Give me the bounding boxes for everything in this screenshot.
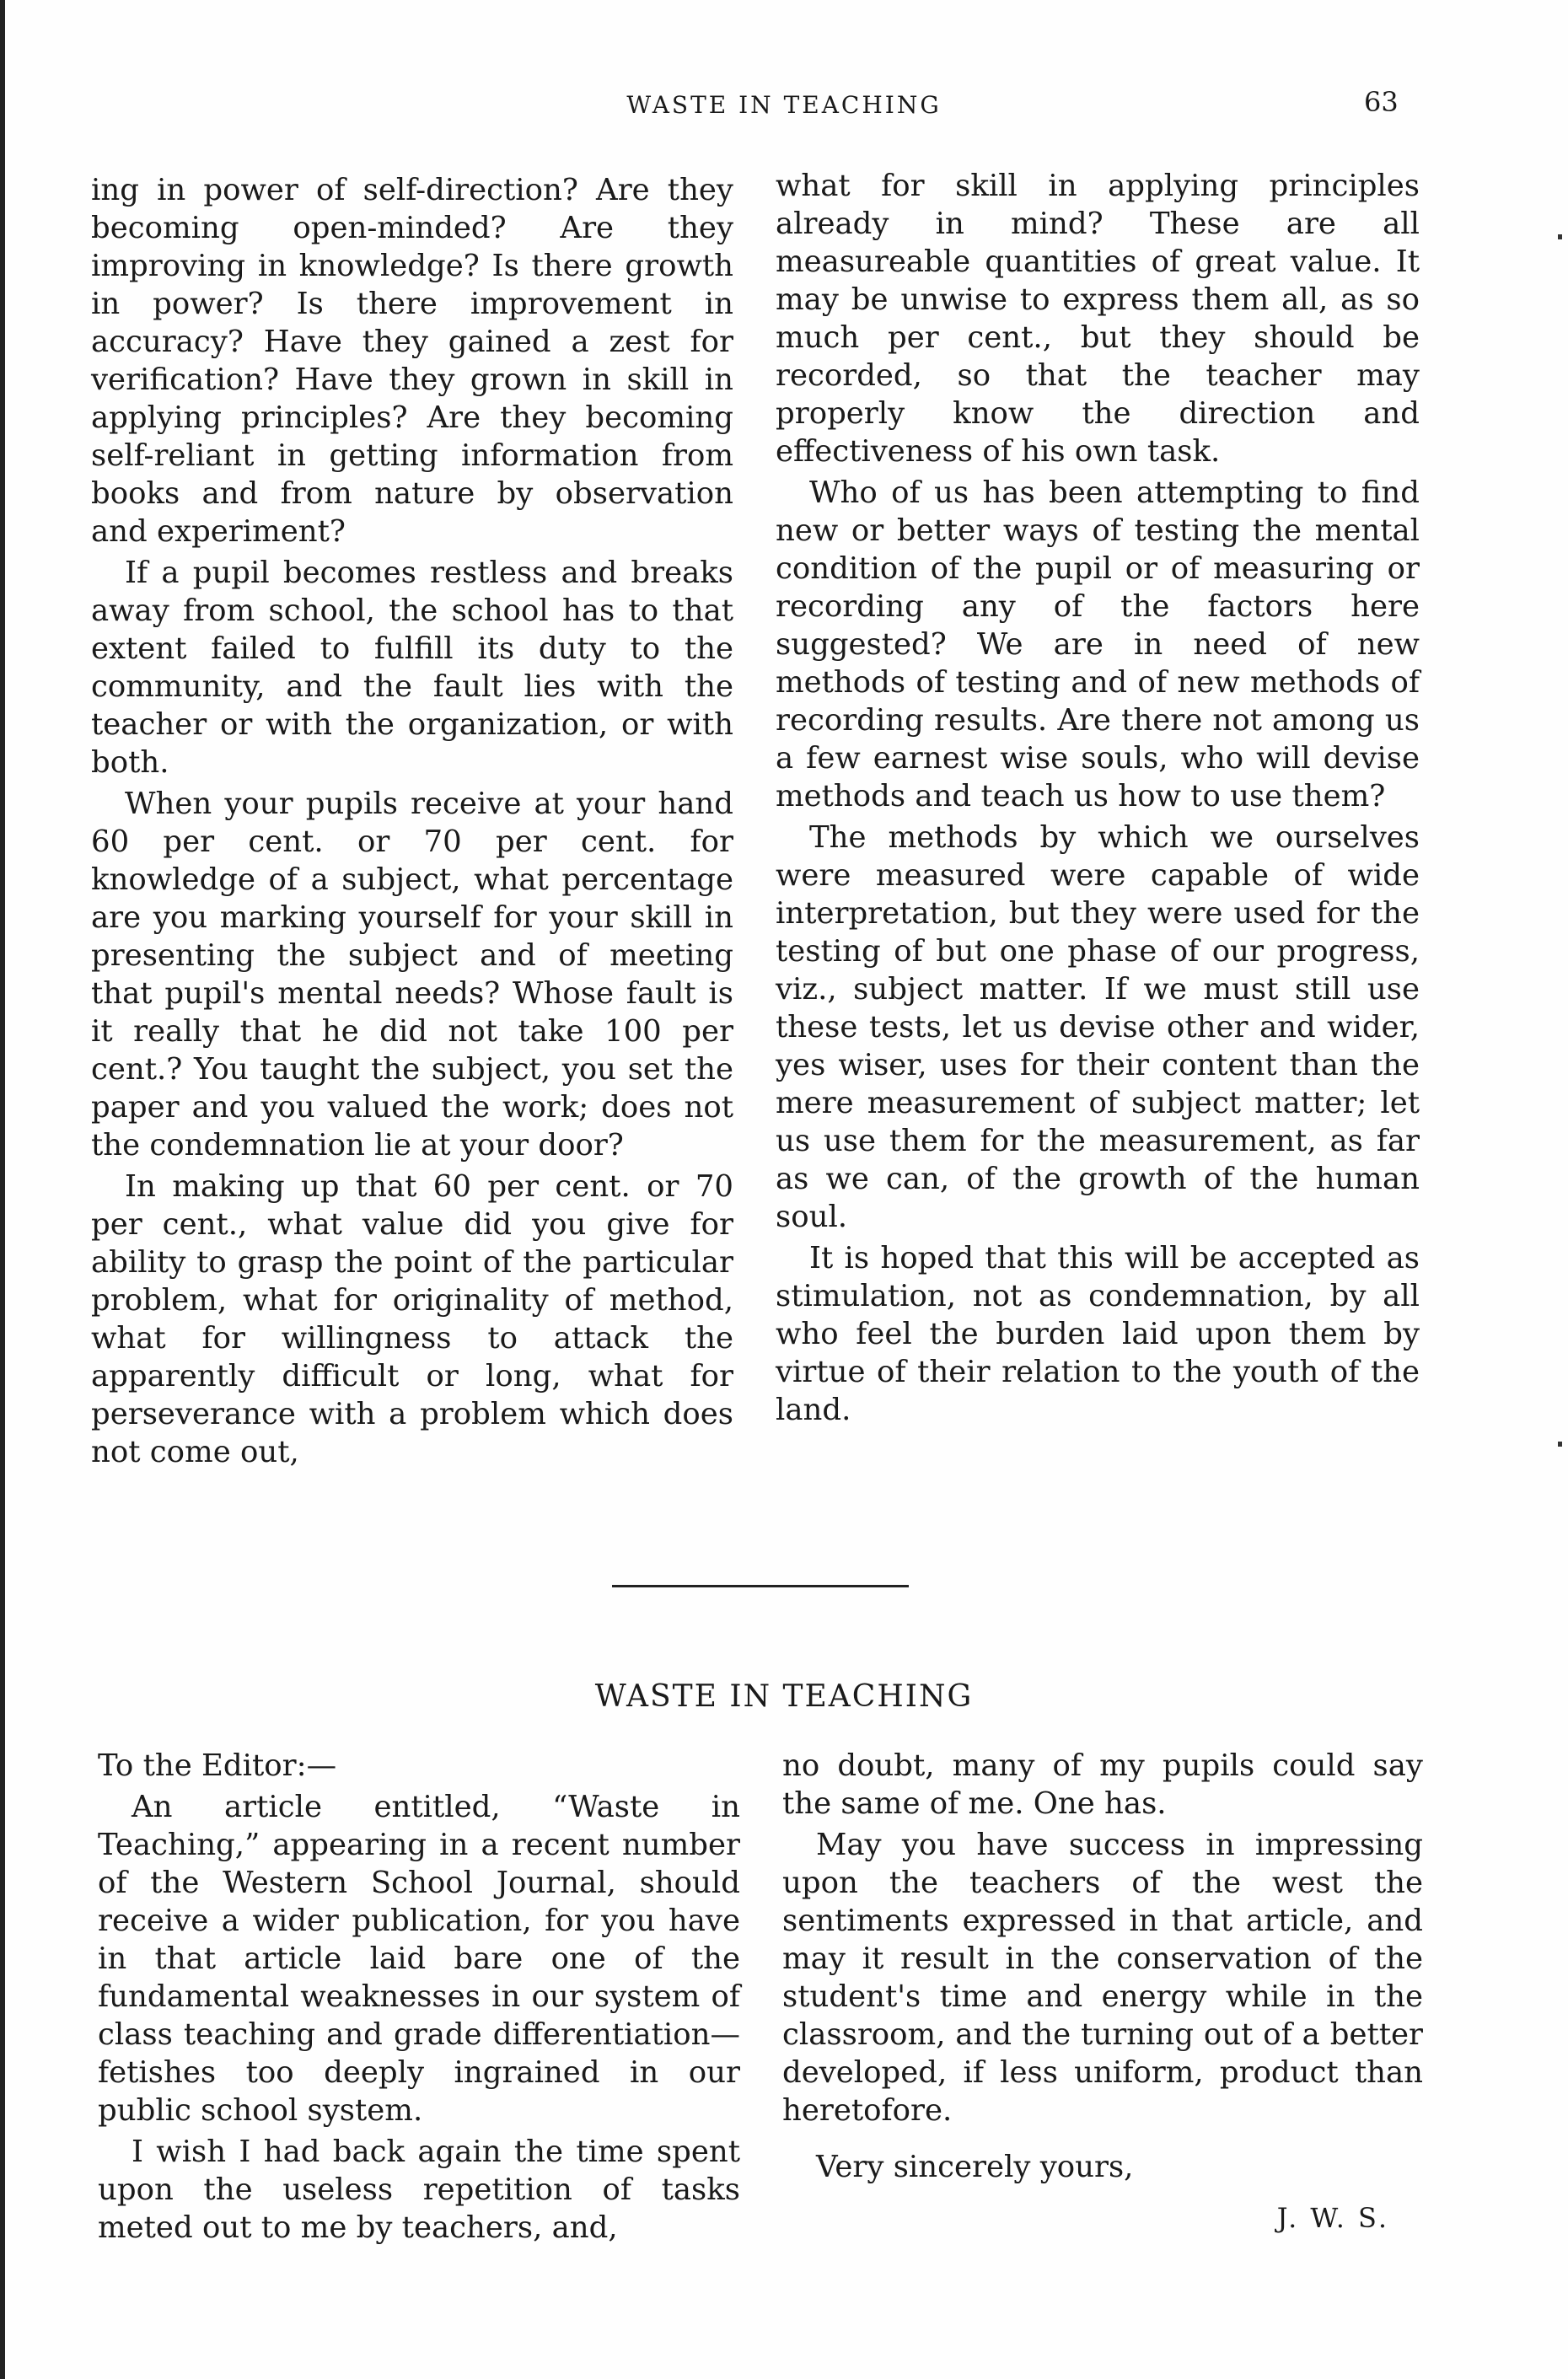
- article-title: WASTE IN TEACHING: [594, 1679, 974, 1714]
- letter-right-column: [782, 1747, 1423, 2237]
- page-number: 63: [1364, 86, 1399, 118]
- closing: Very sincerely yours,: [816, 2150, 1134, 2184]
- paragraph: The methods by which we ourselves were measured were capable of wide interpretation, but they were used for the testing of but one phase of our progress, viz., subject matter. If we must still use these tests, let us devise other and wider, yes wiser, uses for their content than the mere measurement of subject matter; let us use them for the measurement, as far as we can, of the growth of the human soul.: [776, 820, 1420, 1234]
- paragraph: In making up that 60 per cent. or 70 per cent., what value did you give for ability to grasp the point of the particular problem, what for originality of method, what for willingness to attack the apparently difficult or long, what for perseverance with a problem which does not come out,: [91, 1169, 733, 1469]
- letter-left-column: [98, 1747, 740, 2247]
- running-head: WASTE IN TEACHING: [626, 91, 942, 119]
- section-divider: [612, 1585, 909, 1587]
- scan-speck: [1558, 234, 1562, 239]
- top-right-column: [776, 167, 1420, 1429]
- salutation: To the Editor:—: [98, 1748, 337, 1783]
- paragraph: ing in power of self-direction? Are they becoming open-minded? Are they improving in knowledge? Is there growth in power? Is there improvement in accuracy? Have they gained a zest for verification? Have they grown in skill in applying principles? Are they becoming self-reliant in getting information from books and from nature by observation and experiment?: [91, 173, 733, 549]
- paragraph: what for skill in applying principles already in mind? These are all measureable quantities of great value. It may be unwise to express them all, as so much per cent., but they should be recorded, so that the teacher may properly know the direction and effectiveness of his own task.: [776, 169, 1420, 469]
- paragraph: I wish I had back again the time spent upon the useless repetition of tasks meted out to me by teachers, and,: [98, 2135, 740, 2245]
- scan-speck: [1558, 1442, 1562, 1447]
- paragraph: It is hoped that this will be accepted as stimulation, not as condemnation, by all who feel the burden laid upon them by virtue of their relation to the youth of the land.: [776, 1241, 1420, 1427]
- paragraph: no doubt, many of my pupils could say the same of me. One has.: [782, 1748, 1423, 1821]
- top-left-column: [91, 171, 733, 1471]
- paragraph: May you have success in impressing upon the teachers of the west the sentiments expressed in that article, and may it result in the conservation of the student's time and energy while in the classroom, and the turning out of a better developed, if less uniform, product than heretofore.: [782, 1828, 1423, 2128]
- scan-edge: [0, 0, 5, 2379]
- paragraph: An article entitled, “Waste in Teaching,” appearing in a recent number of the Western School Journal, should receive a wider publication, for you have in that article laid bare one of the fundamental weaknesses in our system of class teaching and grade differentiation—fetishes too deeply ingrained in our public school system.: [98, 1790, 740, 2128]
- signature: J. W. S.: [1276, 2202, 1389, 2234]
- paragraph: If a pupil becomes restless and breaks away from school, the school has to that extent failed to fulfill its duty to the community, and the fault lies with the teacher or with the organization, or with both.: [91, 556, 733, 780]
- paragraph: When your pupils receive at your hand 60 per cent. or 70 per cent. for knowledge of a subject, what percentage are you marking yourself for your skill in presenting the subject and of meeting that pupil's mental needs? Whose fault is it really that he did not take 100 per cent.? You taught the subject, you set the paper and you valued the work; does not the condemnation lie at your door?: [91, 787, 733, 1163]
- paragraph: Who of us has been attempting to find new or better ways of testing the mental condition of the pupil or of measuring or recording any of the factors here suggested? We are in need of new methods of testing and of new methods of recording results. Are there not among us a few earnest wise souls, who will devise methods and teach us how to use them?: [776, 475, 1420, 814]
